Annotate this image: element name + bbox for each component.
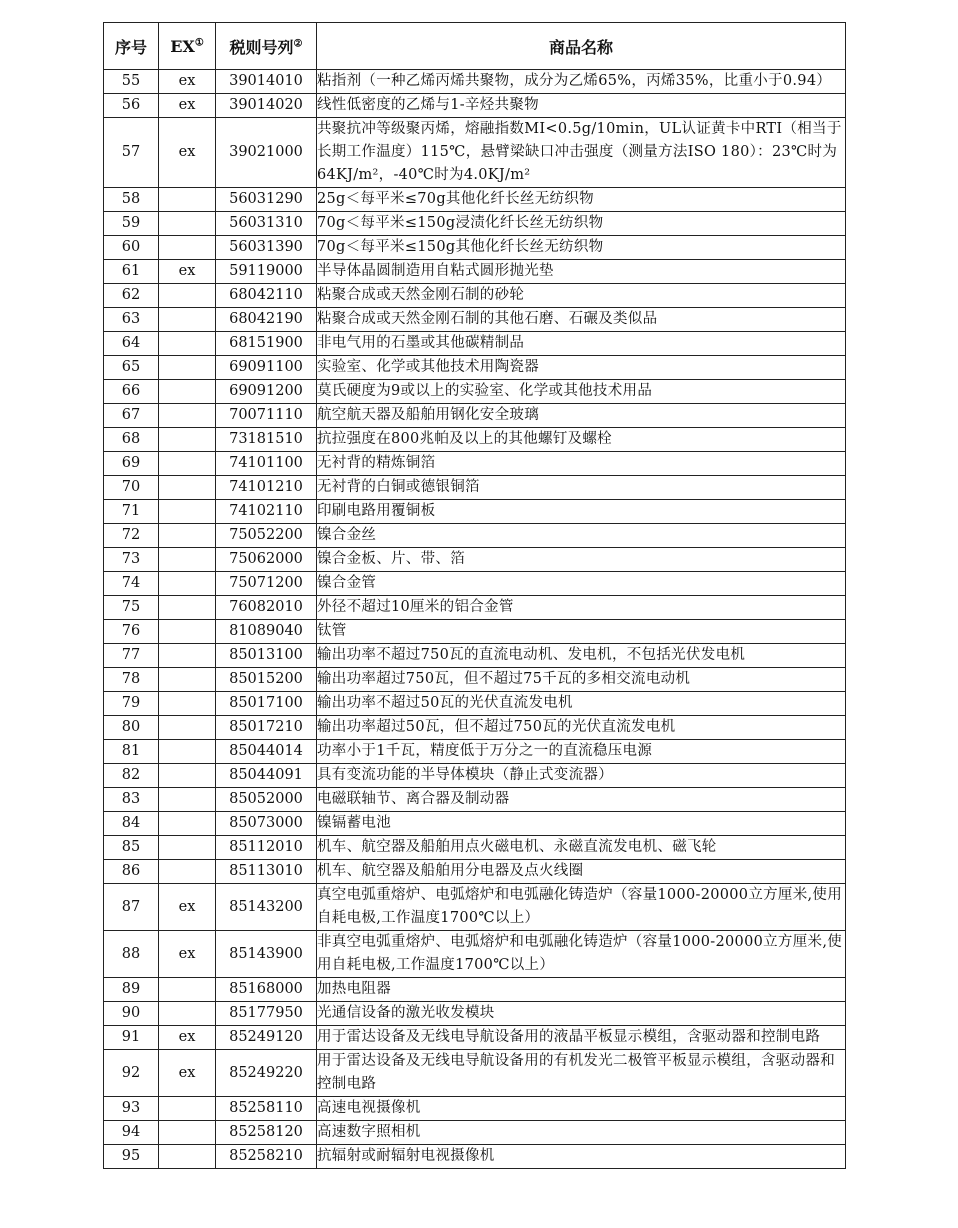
- table-row: [104, 740, 846, 764]
- table-row: [104, 212, 846, 236]
- product-name-cell: 70g＜每平米≤150g其他化纤长丝无纺织物: [317, 236, 846, 260]
- serial-number-cell: 73: [104, 548, 159, 572]
- product-name-cell: 用于雷达设备及无线电导航设备用的液晶平板显示模组，含驱动器和控制电路: [317, 1026, 846, 1050]
- tariff-code-cell: 85112010: [216, 836, 317, 860]
- serial-number-cell: 72: [104, 524, 159, 548]
- product-name-cell: 用于雷达设备及无线电导航设备用的有机发光二极管平板显示模组，含驱动器和控制电路: [317, 1050, 846, 1097]
- product-name-cell: 输出功率不超过750瓦的直流电动机、发电机，不包括光伏发电机: [317, 644, 846, 668]
- table-row: [104, 94, 846, 118]
- ex-flag-cell: [159, 356, 216, 380]
- tariff-code-cell: 75062000: [216, 548, 317, 572]
- header-tariff-code: [216, 23, 317, 70]
- table-row: [104, 548, 846, 572]
- tariff-code-cell: 85177950: [216, 1002, 317, 1026]
- tariff-code-cell: 39014020: [216, 94, 317, 118]
- serial-number-cell: 65: [104, 356, 159, 380]
- serial-number-cell: 83: [104, 788, 159, 812]
- tariff-code-cell: 85258120: [216, 1121, 317, 1145]
- product-name-cell: 航空航天器及船舶用钢化安全玻璃: [317, 404, 846, 428]
- serial-number-cell: 84: [104, 812, 159, 836]
- header-product-name: [317, 23, 846, 70]
- table-row: [104, 380, 846, 404]
- tariff-code-cell: 85013100: [216, 644, 317, 668]
- serial-number-cell: 56: [104, 94, 159, 118]
- serial-number-cell: 81: [104, 740, 159, 764]
- tariff-code-cell: 39014010: [216, 70, 317, 94]
- serial-number-cell: 89: [104, 978, 159, 1002]
- ex-flag-cell: ex: [159, 70, 216, 94]
- table-row: [104, 1050, 846, 1097]
- table-row: [104, 1145, 846, 1169]
- product-name-cell: 高速电视摄像机: [317, 1097, 846, 1121]
- serial-number-cell: 57: [104, 118, 159, 188]
- table-row: [104, 716, 846, 740]
- header-code-label: 税则号列: [229, 37, 294, 57]
- product-name-cell: 抗拉强度在800兆帕及以上的其他螺钉及螺栓: [317, 428, 846, 452]
- tariff-code-cell: 85143900: [216, 931, 317, 978]
- tariff-code-cell: 85052000: [216, 788, 317, 812]
- tariff-code-cell: 81089040: [216, 620, 317, 644]
- table-row: [104, 70, 846, 94]
- tariff-code-cell: 39021000: [216, 118, 317, 188]
- table-row: [104, 620, 846, 644]
- tariff-code-cell: 85249220: [216, 1050, 317, 1097]
- product-name-cell: 非真空电弧重熔炉、电弧熔炉和电弧融化铸造炉（容量1000-20000立方厘米,使用自耗电极,工作温度1700℃以上）: [317, 931, 846, 978]
- table-row: [104, 524, 846, 548]
- tariff-code-cell: 85017210: [216, 716, 317, 740]
- table-row: [104, 860, 846, 884]
- table-row: [104, 812, 846, 836]
- tariff-code-cell: 85044091: [216, 764, 317, 788]
- serial-number-cell: 63: [104, 308, 159, 332]
- tariff-code-cell: 85113010: [216, 860, 317, 884]
- serial-number-cell: 69: [104, 452, 159, 476]
- serial-number-cell: 75: [104, 596, 159, 620]
- product-name-cell: 钛管: [317, 620, 846, 644]
- product-name-cell: 高速数字照相机: [317, 1121, 846, 1145]
- product-name-cell: 加热电阻器: [317, 978, 846, 1002]
- serial-number-cell: 70: [104, 476, 159, 500]
- table-row: [104, 1097, 846, 1121]
- serial-number-cell: 61: [104, 260, 159, 284]
- ex-flag-cell: [159, 500, 216, 524]
- product-name-cell: 机车、航空器及船舶用点火磁电机、永磁直流发电机、磁飞轮: [317, 836, 846, 860]
- ex-flag-cell: [159, 596, 216, 620]
- table-row: [104, 332, 846, 356]
- ex-flag-cell: [159, 308, 216, 332]
- ex-flag-cell: [159, 788, 216, 812]
- product-name-cell: 镍镉蓄电池: [317, 812, 846, 836]
- ex-flag-cell: [159, 236, 216, 260]
- product-name-cell: 镍合金管: [317, 572, 846, 596]
- serial-number-cell: 93: [104, 1097, 159, 1121]
- tariff-code-cell: 70071110: [216, 404, 317, 428]
- serial-number-cell: 68: [104, 428, 159, 452]
- serial-number-cell: 88: [104, 931, 159, 978]
- tariff-code-cell: 75071200: [216, 572, 317, 596]
- serial-number-cell: 82: [104, 764, 159, 788]
- table-header-row: [104, 23, 846, 70]
- serial-number-cell: 55: [104, 70, 159, 94]
- table-body: [104, 70, 846, 1169]
- serial-number-cell: 78: [104, 668, 159, 692]
- header-ex: [159, 23, 216, 70]
- ex-flag-cell: ex: [159, 94, 216, 118]
- ex-flag-cell: [159, 572, 216, 596]
- ex-flag-cell: [159, 668, 216, 692]
- ex-flag-cell: [159, 860, 216, 884]
- footnote-marker-2: ②: [293, 38, 303, 50]
- ex-flag-cell: [159, 428, 216, 452]
- product-name-cell: 镍合金丝: [317, 524, 846, 548]
- tariff-code-cell: 56031310: [216, 212, 317, 236]
- serial-number-cell: 66: [104, 380, 159, 404]
- tariff-table: [103, 22, 846, 1169]
- product-name-cell: 真空电弧重熔炉、电弧熔炉和电弧融化铸造炉（容量1000-20000立方厘米,使用自耗电极,工作温度1700℃以上）: [317, 884, 846, 931]
- ex-flag-cell: [159, 1002, 216, 1026]
- serial-number-cell: 95: [104, 1145, 159, 1169]
- serial-number-cell: 58: [104, 188, 159, 212]
- table-row: [104, 284, 846, 308]
- table-row: [104, 596, 846, 620]
- table-row: [104, 1026, 846, 1050]
- ex-flag-cell: ex: [159, 884, 216, 931]
- table-row: [104, 356, 846, 380]
- tariff-code-cell: 74102110: [216, 500, 317, 524]
- table-row: [104, 236, 846, 260]
- serial-number-cell: 62: [104, 284, 159, 308]
- table-row: [104, 1002, 846, 1026]
- header-serial-label: 序号: [114, 37, 147, 57]
- tariff-code-cell: 68042110: [216, 284, 317, 308]
- table-row: [104, 452, 846, 476]
- ex-flag-cell: [159, 524, 216, 548]
- serial-number-cell: 67: [104, 404, 159, 428]
- table-row: [104, 476, 846, 500]
- table-row: [104, 404, 846, 428]
- tariff-code-cell: 56031290: [216, 188, 317, 212]
- tariff-code-cell: 69091100: [216, 356, 317, 380]
- tariff-code-cell: 75052200: [216, 524, 317, 548]
- table-row: [104, 931, 846, 978]
- serial-number-cell: 71: [104, 500, 159, 524]
- product-name-cell: 粘聚合成或天然金刚石制的其他石磨、石碾及类似品: [317, 308, 846, 332]
- product-name-cell: 线性低密度的乙烯与1-辛烃共聚物: [317, 94, 846, 118]
- ex-flag-cell: [159, 740, 216, 764]
- header-name-label: 商品名称: [548, 37, 613, 57]
- serial-number-cell: 76: [104, 620, 159, 644]
- tariff-code-cell: 85017100: [216, 692, 317, 716]
- ex-flag-cell: [159, 284, 216, 308]
- tariff-code-cell: 85044014: [216, 740, 317, 764]
- tariff-code-cell: 74101210: [216, 476, 317, 500]
- tariff-code-cell: 73181510: [216, 428, 317, 452]
- product-name-cell: 输出功率超过50瓦，但不超过750瓦的光伏直流发电机: [317, 716, 846, 740]
- ex-flag-cell: ex: [159, 260, 216, 284]
- table-row: [104, 692, 846, 716]
- serial-number-cell: 87: [104, 884, 159, 931]
- ex-flag-cell: [159, 692, 216, 716]
- ex-flag-cell: [159, 1121, 216, 1145]
- product-name-cell: 无衬背的精炼铜箔: [317, 452, 846, 476]
- product-name-cell: 功率小于1千瓦，精度低于万分之一的直流稳压电源: [317, 740, 846, 764]
- product-name-cell: 输出功率超过750瓦，但不超过75千瓦的多相交流电动机: [317, 668, 846, 692]
- table-row: [104, 260, 846, 284]
- product-name-cell: 70g＜每平米≤150g浸渍化纤长丝无纺织物: [317, 212, 846, 236]
- table-row: [104, 572, 846, 596]
- product-name-cell: 半导体晶圆制造用自粘式圆形抛光垫: [317, 260, 846, 284]
- tariff-code-cell: 56031390: [216, 236, 317, 260]
- table-row: [104, 118, 846, 188]
- ex-flag-cell: [159, 644, 216, 668]
- product-name-cell: 共聚抗冲等级聚丙烯，熔融指数MI<0.5g/10min，UL认证黄卡中RTI（相当于长期工作温度）115℃，悬臂梁缺口冲击强度（测量方法ISO 180）：23℃时为64KJ/m²，-40℃时为4.0KJ/m²: [317, 118, 846, 188]
- ex-flag-cell: [159, 978, 216, 1002]
- ex-flag-cell: [159, 764, 216, 788]
- serial-number-cell: 86: [104, 860, 159, 884]
- serial-number-cell: 79: [104, 692, 159, 716]
- serial-number-cell: 85: [104, 836, 159, 860]
- tariff-code-cell: 68151900: [216, 332, 317, 356]
- header-serial-number: [104, 23, 159, 70]
- ex-flag-cell: ex: [159, 931, 216, 978]
- product-name-cell: 电磁联轴节、离合器及制动器: [317, 788, 846, 812]
- product-name-cell: 粘聚合成或天然金刚石制的砂轮: [317, 284, 846, 308]
- serial-number-cell: 60: [104, 236, 159, 260]
- tariff-code-cell: 85015200: [216, 668, 317, 692]
- product-name-cell: 无衬背的白铜或德银铜箔: [317, 476, 846, 500]
- tariff-code-cell: 85168000: [216, 978, 317, 1002]
- tariff-code-cell: 76082010: [216, 596, 317, 620]
- product-name-cell: 印刷电路用覆铜板: [317, 500, 846, 524]
- ex-flag-cell: [159, 212, 216, 236]
- product-name-cell: 非电气用的石墨或其他碳精制品: [317, 332, 846, 356]
- ex-flag-cell: [159, 548, 216, 572]
- product-name-cell: 外径不超过10厘米的铝合金管: [317, 596, 846, 620]
- serial-number-cell: 92: [104, 1050, 159, 1097]
- table-row: [104, 764, 846, 788]
- tariff-code-cell: 74101100: [216, 452, 317, 476]
- serial-number-cell: 91: [104, 1026, 159, 1050]
- serial-number-cell: 90: [104, 1002, 159, 1026]
- table-row: [104, 428, 846, 452]
- product-name-cell: 25g＜每平米≤70g其他化纤长丝无纺织物: [317, 188, 846, 212]
- table-row: [104, 308, 846, 332]
- product-name-cell: 实验室、化学或其他技术用陶瓷器: [317, 356, 846, 380]
- ex-flag-cell: [159, 812, 216, 836]
- tariff-code-cell: 59119000: [216, 260, 317, 284]
- table-row: [104, 188, 846, 212]
- table-row: [104, 500, 846, 524]
- tariff-code-cell: 85073000: [216, 812, 317, 836]
- table-row: [104, 1121, 846, 1145]
- product-name-cell: 输出功率不超过50瓦的光伏直流发电机: [317, 692, 846, 716]
- ex-flag-cell: ex: [159, 118, 216, 188]
- ex-flag-cell: [159, 1145, 216, 1169]
- table-row: [104, 644, 846, 668]
- footnote-marker-1: ①: [194, 37, 204, 49]
- serial-number-cell: 59: [104, 212, 159, 236]
- tariff-code-cell: 85249120: [216, 1026, 317, 1050]
- product-name-cell: 机车、航空器及船舶用分电器及点火线圈: [317, 860, 846, 884]
- tariff-code-cell: 85258110: [216, 1097, 317, 1121]
- product-name-cell: 具有变流功能的半导体模块（静止式变流器）: [317, 764, 846, 788]
- serial-number-cell: 94: [104, 1121, 159, 1145]
- ex-flag-cell: [159, 404, 216, 428]
- table-row: [104, 836, 846, 860]
- serial-number-cell: 77: [104, 644, 159, 668]
- ex-flag-cell: [159, 476, 216, 500]
- ex-flag-cell: [159, 836, 216, 860]
- product-name-cell: 抗辐射或耐辐射电视摄像机: [317, 1145, 846, 1169]
- serial-number-cell: 74: [104, 572, 159, 596]
- product-name-cell: 莫氏硬度为9或以上的实验室、化学或其他技术用品: [317, 380, 846, 404]
- table-row: [104, 668, 846, 692]
- product-name-cell: 镍合金板、片、带、箔: [317, 548, 846, 572]
- ex-flag-cell: ex: [159, 1050, 216, 1097]
- ex-flag-cell: [159, 332, 216, 356]
- tariff-code-cell: 68042190: [216, 308, 317, 332]
- ex-flag-cell: [159, 620, 216, 644]
- tariff-code-cell: 85143200: [216, 884, 317, 931]
- header-ex-label: EX: [170, 36, 195, 56]
- tariff-code-cell: 69091200: [216, 380, 317, 404]
- product-name-cell: 粘指剂（一种乙烯丙烯共聚物，成分为乙烯65%，丙烯35%，比重小于0.94）: [317, 70, 846, 94]
- ex-flag-cell: [159, 1097, 216, 1121]
- ex-flag-cell: [159, 188, 216, 212]
- table-row: [104, 884, 846, 931]
- tariff-code-cell: 85258210: [216, 1145, 317, 1169]
- ex-flag-cell: [159, 452, 216, 476]
- ex-flag-cell: [159, 380, 216, 404]
- serial-number-cell: 64: [104, 332, 159, 356]
- product-name-cell: 光通信设备的激光收发模块: [317, 1002, 846, 1026]
- table-row: [104, 788, 846, 812]
- table-row: [104, 978, 846, 1002]
- serial-number-cell: 80: [104, 716, 159, 740]
- ex-flag-cell: [159, 716, 216, 740]
- ex-flag-cell: ex: [159, 1026, 216, 1050]
